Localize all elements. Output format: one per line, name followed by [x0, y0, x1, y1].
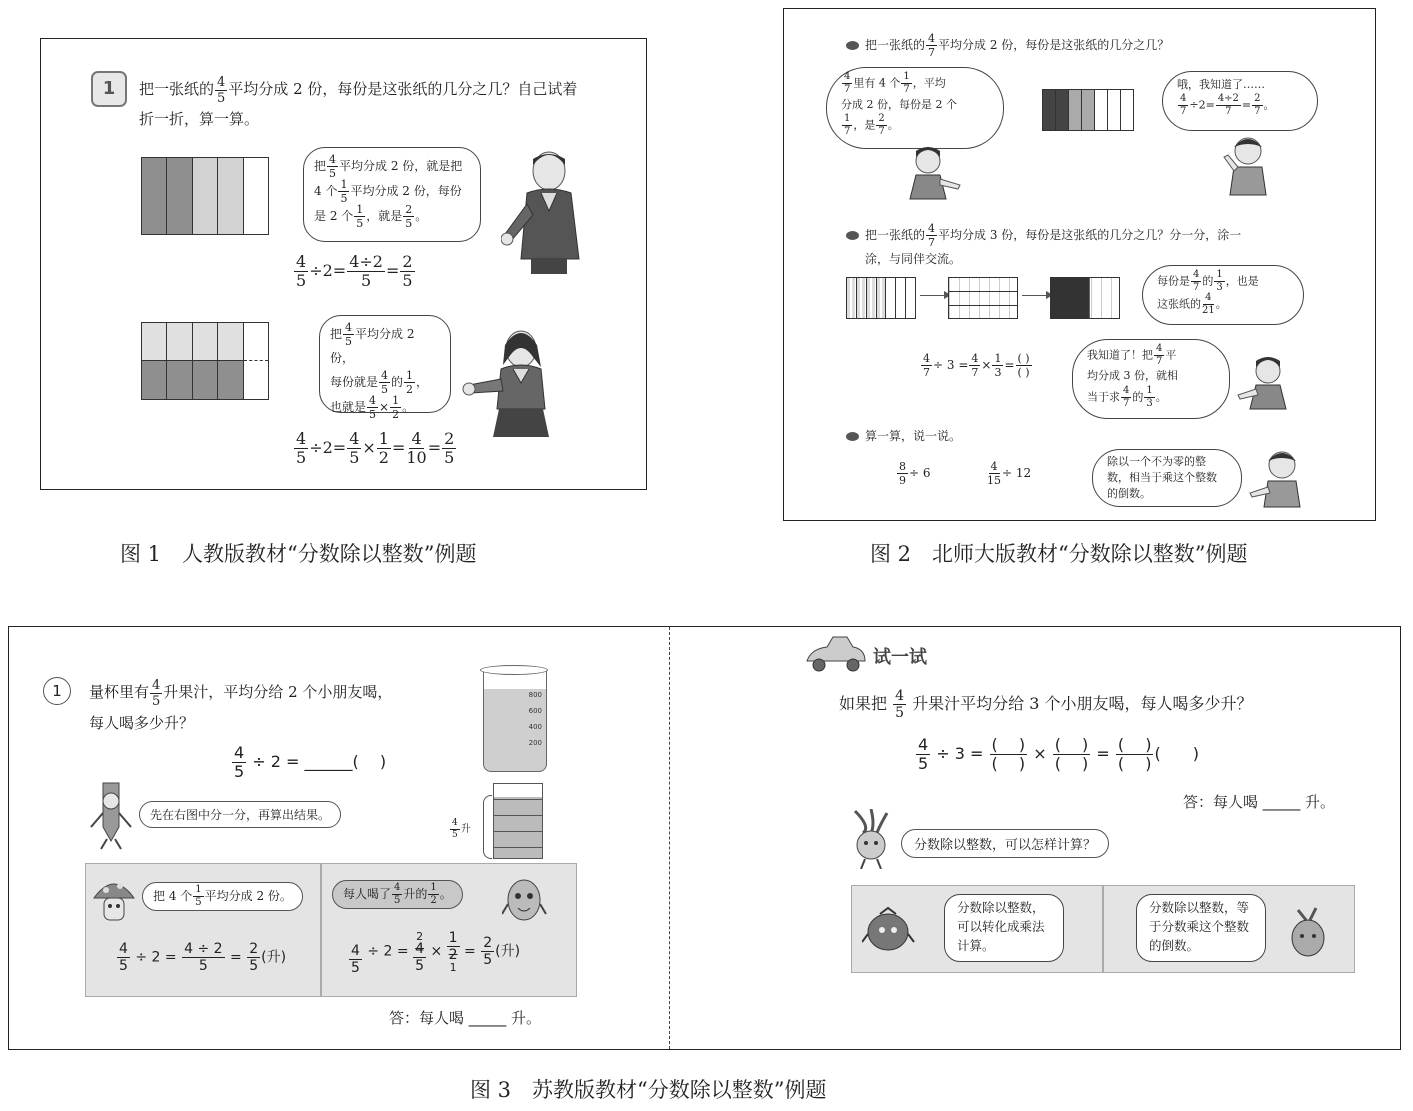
figure-2-frame: [783, 8, 1376, 521]
exercise-2: $\frac{4}{15}$ ÷ 12: [987, 460, 1032, 487]
grid-strip-1: [846, 277, 916, 319]
car-icon: [803, 635, 869, 675]
beaker-tick: 600: [528, 707, 542, 715]
equation-1: $\frac{4}{5}$ ÷2= $\frac{4\div 2}{5}$ = $\frac{2}{5}$: [296, 252, 413, 290]
q1-text: 把一张纸的 $\frac{4}{7}$ 平均分成 2 份，每份是这张纸的几分之几？: [846, 33, 1169, 58]
speech-bubble-boy-3: 除以一个不为零的整数，相当于乘这个整数的倒数。: [1092, 449, 1242, 507]
exercise-1: $\frac{8}{9}$ ÷ 6: [899, 460, 931, 487]
turnip-character-icon: [1284, 906, 1332, 962]
divider-inner-2: [1102, 886, 1104, 972]
speech-bubble-boy: 把 $\frac{4}{5}$ 平均分成 2 份，就是把 4 个 $\frac{1}{5}$ 平均分成 2 份，每份 是 2 个 $\frac{1}{5}$ ，就是 $\frac{2}{5}$ 。: [303, 147, 481, 242]
divider-line: [669, 627, 670, 1049]
q2-text: 把一张纸的 $\frac{4}{7}$ 平均分成 3 份，每份是这张纸的几分之几？分一分，涂一 涂，与同伴交流。: [846, 223, 1241, 270]
equation-2: $\frac{4}{5}$ ÷2= $\frac{4}{5}$ × $\frac{1}{2}$ = $\frac{4}{10}$ = $\frac{2}{5}$: [296, 429, 455, 467]
girl-teacher-illustration: [461, 327, 556, 437]
girl-student-illustration-2: [1236, 357, 1296, 415]
beaker-tick: 200: [528, 739, 542, 747]
figure-2-caption: 图 2 北师大版教材“分数除以整数”例题: [870, 542, 1248, 566]
jar-label: $\frac{4}{5}$ 升: [452, 818, 471, 840]
example-number-badge: 1: [91, 71, 127, 107]
figure-3-frame: [8, 626, 1401, 1050]
bullet-icon: [846, 41, 859, 50]
tomato-character-icon: [862, 902, 916, 958]
clock-badge: 1: [43, 677, 71, 705]
boy-student-illustration-2: [1248, 449, 1310, 509]
boy-student-illustration-1: [1220, 135, 1280, 197]
bullet-icon: [846, 432, 859, 441]
equation-divide-3: $\frac{4}{7}$ ÷ 3 = $\frac{4}{7}$ × $\frac{1}{3}$ = $\frac{( )}{( )}$: [923, 352, 1030, 379]
paper-strip-1: [141, 157, 269, 235]
try-equation: $\frac{4}{5}$ ÷ 3 = $\frac{( )}{( )}$ × $\frac{( )}{( )}$ = $\frac{( )}{( )}$ ( ): [918, 735, 1199, 773]
beaker-tick: 400: [528, 723, 542, 731]
jar-brace: [483, 795, 492, 859]
panel-right-equation: $\frac{4}{5}$ ÷ 2 = 2 $\frac{4}{5}$ × $\frac{1}{2}$ 1 = $\frac{2}{5}$ (升): [351, 929, 521, 976]
lemon-character-icon: [502, 874, 548, 928]
panel2-left-bubble: 分数除以整数，可以转化成乘法计算。: [944, 894, 1064, 962]
panel-right-bubble: 每人喝了 $\frac{4}{5}$ 升的 $\frac{1}{2}$ 。: [332, 880, 463, 909]
boy-teacher-illustration: [501, 149, 591, 274]
speech-bubble-boy-2: 每份是 $\frac{4}{7}$ 的 $\frac{1}{3}$ ，也是 这张纸的 $\frac{4}{21}$ 。: [1142, 265, 1304, 325]
grid-strip-2: [948, 277, 1018, 319]
question-text: 把一张纸的 $\frac{4}{5}$ 平均分成 2 份，每份是这张纸的几分之几？自己试着 折一折，算一算。: [139, 74, 578, 128]
speech-bubble-girl-left: $\frac{4}{7}$ 里有 4 个 $\frac{1}{7}$ ，平均 分成 2 份，每份是 2 个 $\frac{1}{7}$ ，是 $\frac{2}{7}$ 。: [826, 67, 1004, 149]
q3-text: 算一算，说一说。: [846, 427, 961, 444]
mushroom-character-icon: [92, 876, 136, 928]
hint-bubble-2: 分数除以整数，可以怎样计算？: [901, 829, 1109, 858]
panel-left-equation: $\frac{4}{5}$ ÷ 2 = $\frac{4 \div 2}{5}$ = $\frac{2}{5}$ (升): [119, 941, 287, 974]
panel2-right-bubble: 分数除以整数，等于分数乘这个整数的倒数。: [1136, 894, 1266, 962]
fig3-question: 量杯里有 $\frac{4}{5}$ 升果汁，平均分给 2 个小朋友喝， 每人喝多少升？: [89, 677, 393, 732]
hint-bubble: 先在右图中分一分，再算出结果。: [139, 801, 341, 828]
divider-inner: [320, 864, 322, 996]
beaker-tick: 800: [528, 691, 542, 699]
solution-panel-left: [85, 863, 577, 997]
paper-strip-2: [141, 322, 269, 400]
grid-strip-3: [1050, 277, 1120, 319]
figure-1-frame: [40, 38, 647, 490]
try-question: 如果把 $\frac{4}{5}$ 升果汁平均分给 3 个小朋友喝，每人喝多少升？: [839, 688, 1253, 721]
fig3-equation: $\frac{4}{5}$ ÷ 2 = ______( ): [234, 743, 387, 781]
measuring-beaker: [483, 671, 547, 772]
speech-bubble-boy-right: 哦，我知道了…… $\frac{4}{7}$ ÷2= $\frac{4\div 2}{7}$ = $\frac{2}{7}$ 。: [1162, 71, 1318, 131]
speech-bubble-girl: 把 $\frac{4}{5}$ 平均分成 2 份， 每份就是 $\frac{4}{5}$ 的 $\frac{1}{2}$ ， 也就是 $\frac{4}{5}$ × $\frac{1}{2}$ 。: [319, 315, 451, 413]
try-title: 试一试: [873, 647, 927, 668]
pencil-character-icon: [89, 779, 133, 851]
bullet-icon: [846, 231, 859, 240]
answer-left: 答：每人喝 _____ 升。: [389, 1009, 542, 1027]
figure-1-caption: 图 1 人教版教材“分数除以整数”例题: [120, 542, 477, 566]
answer-right: 答：每人喝 _____ 升。: [1183, 793, 1336, 811]
juice-jar: [493, 783, 543, 859]
figure-3-caption: 图 3 苏教版教材“分数除以整数”例题: [470, 1078, 827, 1102]
girl-student-illustration-1: [904, 147, 964, 205]
solution-panel-right: [851, 885, 1355, 973]
speech-bubble-girl-2: 我知道了！把 $\frac{4}{7}$ 平 均分成 3 份，就相 当于求 $\frac{4}{7}$ 的 $\frac{1}{3}$ 。: [1072, 339, 1230, 419]
vegetable-character-icon: [845, 809, 897, 869]
panel-left-bubble: 把 4 个 $\frac{1}{5}$ 平均分成 2 份。: [142, 882, 303, 911]
strip-seven-parts: [1042, 89, 1134, 131]
